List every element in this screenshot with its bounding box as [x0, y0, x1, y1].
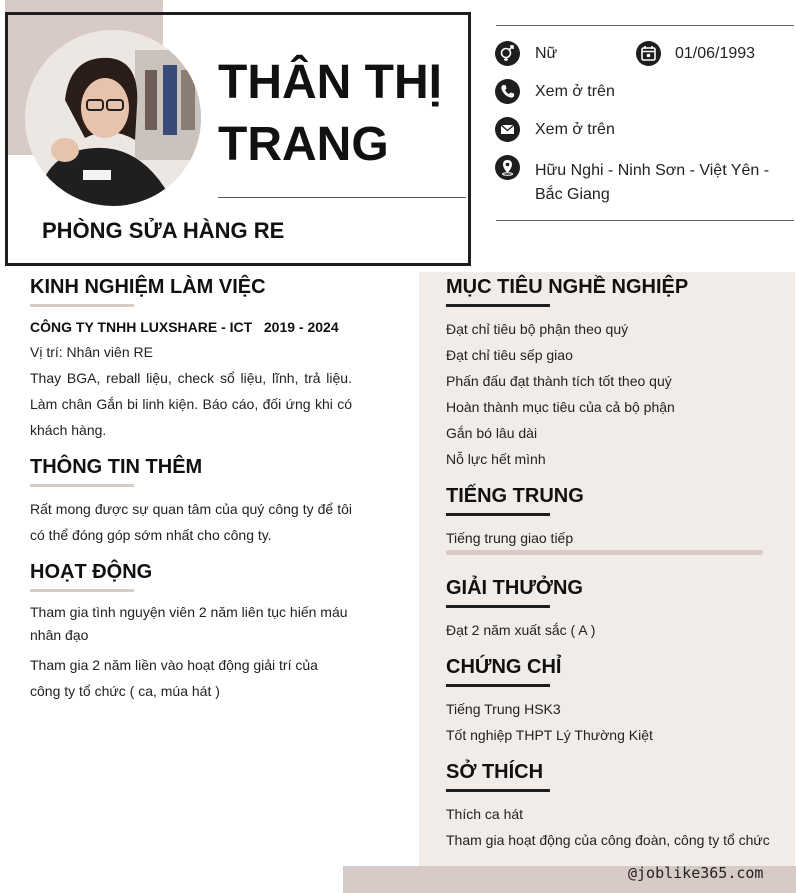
objective-item: Đạt chỉ tiêu bộ phận theo quý — [446, 321, 629, 337]
experience-title: KINH NGHIỆM LÀM VIỆC — [30, 276, 266, 298]
additional-info-text: Rất mong được sự quan tâm của quý công ty để tôi có thể đóng góp sớm nhất cho công ty. — [30, 501, 352, 543]
hobbies-underline — [446, 789, 550, 792]
email-icon — [495, 117, 520, 142]
email-value: Xem ở trên — [535, 121, 615, 138]
awards-title: GIẢI THƯỞNG — [446, 577, 583, 599]
language-skill-bar — [446, 550, 763, 555]
experience-company-line — [30, 319, 339, 335]
calendar-icon — [636, 41, 661, 66]
name-divider — [218, 197, 466, 198]
objective-item: Phấn đấu đạt thành tích tốt theo quý — [446, 373, 672, 389]
language-skill-label: Tiếng trung giao tiếp — [446, 530, 574, 546]
avatar — [25, 30, 201, 206]
certificate-item: Tốt nghiệp THPT Lý Thường Kiệt — [446, 727, 653, 743]
location-icon — [495, 155, 520, 180]
activity-item: Tham gia 2 năm liền vào hoạt động giải trí của công ty tổ chức ( ca, múa hát ) — [30, 657, 318, 699]
hobbies-list — [446, 801, 770, 853]
phone-icon — [495, 79, 520, 104]
activities-underline — [30, 589, 134, 592]
gender-icon — [495, 41, 520, 66]
contact-top-divider — [496, 25, 794, 26]
objective-item: Gắn bó lâu dài — [446, 425, 538, 441]
profile-photo — [25, 30, 201, 206]
experience-underline — [30, 304, 134, 307]
additional-info-underline — [30, 484, 134, 487]
employment-period: 2019 - 2024 — [263, 319, 339, 335]
objective-item: Đạt chỉ tiêu sếp giao — [446, 347, 573, 363]
activities-list — [30, 601, 352, 704]
certificate-item: Tiếng Trung HSK3 — [446, 701, 561, 717]
language-title: TIẾNG TRUNG — [446, 485, 584, 507]
objective-item: Nỗ lực hết mình — [446, 451, 546, 467]
gender-value: Nữ — [535, 45, 558, 62]
hobby-item: Thích ca hát — [446, 806, 524, 822]
award-item: Đạt 2 năm xuất sắc ( A ) — [446, 622, 596, 638]
certificates-list — [446, 696, 653, 748]
awards-underline — [446, 605, 550, 608]
objectives-title: MỤC TIÊU NGHỀ NGHIỆP — [446, 276, 689, 298]
objective-item: Hoàn thành mục tiêu của cả bộ phận — [446, 399, 675, 415]
job-title: PHÒNG SỬA HÀNG RE — [42, 218, 285, 243]
position: Vị trí: Nhân viên RE — [30, 344, 153, 360]
language-underline — [446, 513, 550, 516]
activity-item: Tham gia tình nguyện viên 2 năm liên tục hiến máu nhân đạo — [30, 604, 348, 643]
hobby-item: Tham gia hoạt động của công đoàn, công ty tổ chức — [446, 832, 770, 848]
activities-title: HOẠT ĐỘNG — [30, 561, 153, 583]
experience-description: Thay BGA, reball liệu, check sổ liệu, lĩnh, trả liệu. Làm chân Gắn bi linh kiện. Báo cáo, đối ứng khi có khách hàng. — [30, 370, 352, 438]
objectives-underline — [446, 304, 550, 307]
address-value: Hữu Nghi - Ninh Sơn - Việt Yên - Bắc Giang — [535, 162, 770, 203]
phone-value: Xem ở trên — [535, 83, 615, 100]
candidate-name: THÂN THỊ TRANG — [218, 56, 442, 171]
hobbies-title: SỞ THÍCH — [446, 761, 544, 783]
certificates-underline — [446, 684, 550, 687]
birthday-value: 01/06/1993 — [675, 45, 756, 62]
certificates-title: CHỨNG CHỈ — [446, 656, 562, 678]
company-name: CÔNG TY TNHH LUXSHARE - ICT — [30, 319, 253, 335]
contact-bottom-divider — [496, 220, 794, 221]
objectives-list — [446, 316, 675, 472]
additional-info-title: THÔNG TIN THÊM — [30, 456, 203, 478]
watermark-text: @joblike365.com — [628, 864, 764, 882]
